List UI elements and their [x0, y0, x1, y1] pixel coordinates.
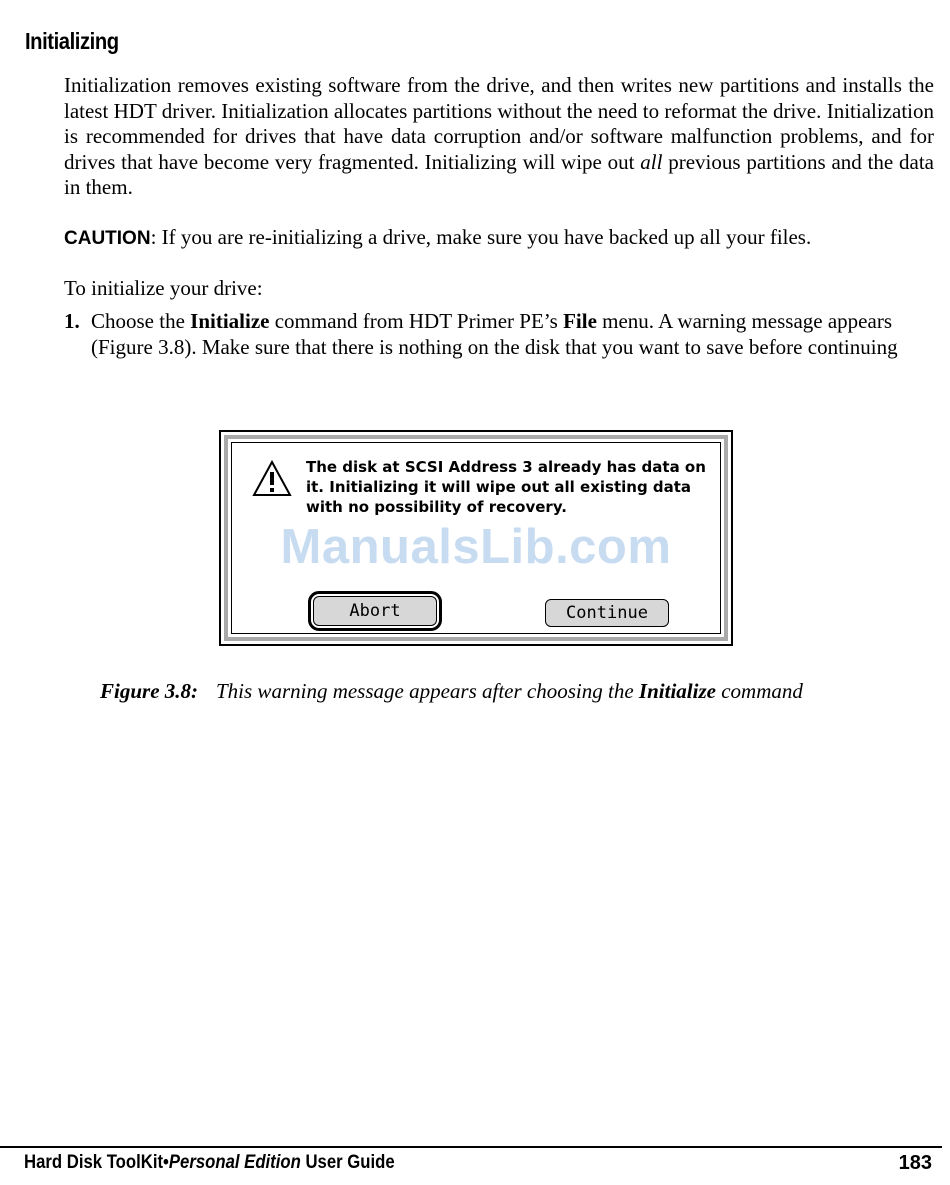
footer-title-part: User Guide [300, 1152, 395, 1173]
abort-button[interactable]: Abort [313, 596, 437, 626]
caption-bold: Initialize [638, 679, 716, 703]
figure-label: Figure 3.8: [100, 679, 199, 703]
file-menu-label: File [563, 309, 597, 333]
dialog-message: The disk at SCSI Address 3 already has data on it. Initializing it will wipe out all existing data with no possibility of recovery. [306, 458, 706, 516]
dialog-content [231, 442, 721, 634]
caution-paragraph [64, 225, 934, 252]
intro-paragraph [64, 73, 934, 201]
footer-title [24, 1152, 395, 1174]
figure-caption [100, 678, 880, 705]
dialog-frame [224, 435, 728, 641]
continue-button[interactable]: Continue [545, 599, 669, 627]
step-number: 1. [64, 309, 80, 333]
caption-text-part: This warning message appears after choosing the [216, 679, 639, 703]
step-1 [64, 308, 932, 360]
warning-triangle-icon [252, 460, 292, 498]
intro-text-1: Initialization removes existing software from the drive, and then writes new partitions and installs the latest HDT driver. Initialization allocates partitions without the need to reformat the drive. Initialization is recommended for drives that have data corruption and/or software malfunction problems, and for drives that have become very fragmented. Initializing will wipe out [64, 73, 934, 174]
caution-text: : If you are re-initializing a drive, make sure you have backed up all your files. [150, 225, 812, 249]
step-text-part: command from HDT Primer PE’s [269, 309, 564, 333]
intro-emphasis: all [640, 149, 663, 174]
footer-title-italic: Personal Edition [168, 1152, 301, 1173]
footer-title-part: Hard Disk ToolKit• [24, 1152, 169, 1173]
step-text [91, 308, 932, 360]
section-heading: Initializing [25, 28, 119, 54]
caution-label: CAUTION [64, 228, 151, 249]
footer-rule [0, 1146, 942, 1148]
caption-text-part: command [715, 679, 803, 703]
steps-intro: To initialize your drive: [64, 276, 263, 300]
page-number: 183 [898, 1152, 932, 1174]
intro-text-2: previous partitions and the data in them. [64, 149, 934, 199]
step-text-part: Choose the [91, 309, 191, 333]
step-text-part: menu. A warning message appears (Figure 3.8). Make sure that there is nothing on the disk that you want to save before continuing [91, 309, 898, 359]
caption-text [216, 678, 856, 705]
warning-dialog [219, 430, 733, 646]
initialize-command-label: Initialize [190, 309, 270, 333]
watermark: ManualsLib.com [280, 520, 672, 574]
